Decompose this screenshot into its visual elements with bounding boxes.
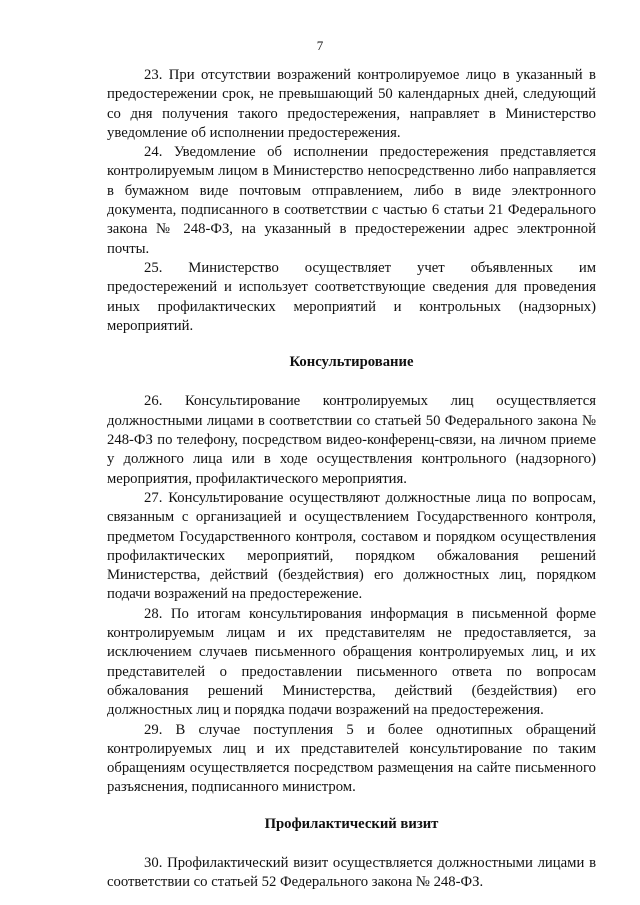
paragraph-24: 24. Уведомление об исполнении предостережения представляется контролируемым лицом в Министерство непосредственно либо направляется в бумажном виде почтовым отправлением, либо в виде электронного документа, подписанного в соответствии с частью 6 статьи 21 Федерального закона № 248-ФЗ, на указанный в предостережении адрес электронной почты.	[107, 144, 596, 257]
paragraph-30: 30. Профилактический визит осуществляется должностными лицами в соответствии со статьей 52 Федерального закона № 248-ФЗ.	[107, 854, 596, 891]
paragraph-27: 27. Консультирование осуществляют должностные лица по вопросам, связанным с организацией и осуществлением Государственного контроля, предметом Государственного контроля, составом и порядком осуществления профилактических мероприятий, порядком обжалования решений Министерства, действий (бездействия) его должностных лиц, порядком подачи возражений на предостережение.	[107, 489, 596, 603]
section-heading-consulting: Консультирование	[289, 354, 414, 371]
document-body	[107, 66, 596, 893]
paragraph-25: 25. Министерство осуществляет учет объявленных им предостережений и использует соответствующие сведения для проведения иных профилактических мероприятий и контрольных (надзорных) мероприятий.	[107, 259, 596, 334]
section-heading-preventive-visit: Профилактический визит	[264, 815, 439, 832]
paragraph-28: 28. По итогам консультирования информация в письменной форме контролируемым лицам и их представителям не предоставляется, за исключением случаев письменного обращения контролируемых лиц, и их представителей о предоставлении письменного ответа по вопросам обжалования решений Министерства, действий (бездействия) его должностных лиц и порядка подачи возражений на предостережения.	[107, 605, 596, 719]
paragraph-29: 29. В случае поступления 5 и более однотипных обращений контролируемых лиц и их представителей консультирование по таким обращениям осуществляется посредством размещения на сайте письменного разъяснения, подписанного министром.	[107, 721, 596, 796]
page-number: 7	[316, 38, 324, 53]
paragraph-26: 26. Консультирование контролируемых лиц осуществляется должностными лицами в соответствии со статьей 50 Федерального закона № 248-ФЗ по телефону, посредством видео-конференц-связи, на личном приеме у должного лица или в ходе осуществления контрольного (надзорного) мероприятия, профилактического мероприятия.	[107, 393, 596, 487]
paragraph-23: 23. При отсутствии возражений контролируемое лицо в указанный в предостережении срок, не превышающий 50 календарных дней, следующий со дня получения такого предостережения, направляет в Министерство уведомление об исполнении предостережения.	[107, 67, 596, 141]
